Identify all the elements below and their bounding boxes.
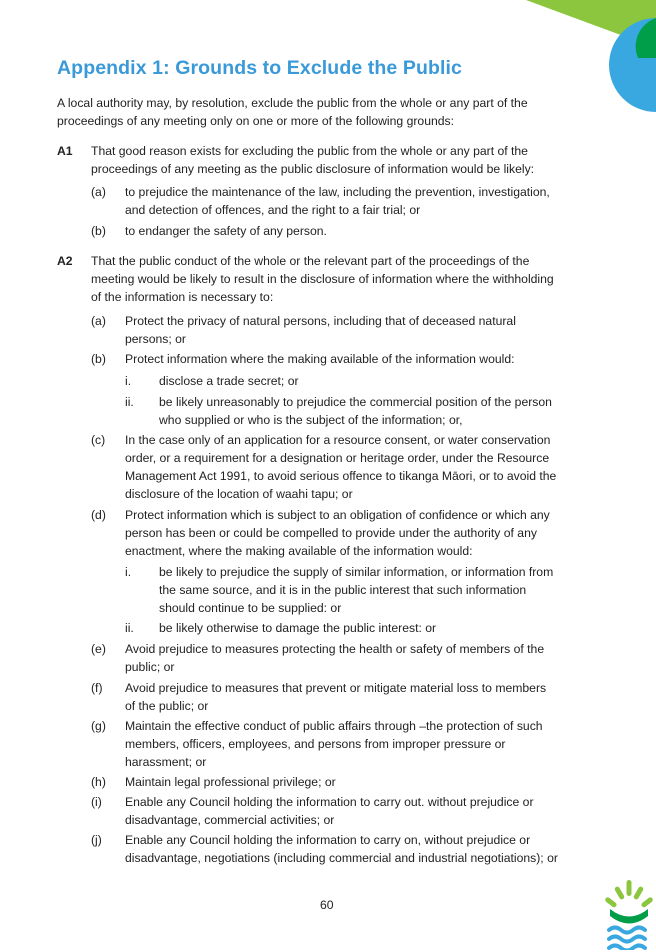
sublist-label: ii. bbox=[125, 395, 134, 409]
corner-decoration bbox=[526, 0, 656, 120]
list-label: (a) bbox=[91, 314, 106, 328]
list-item-line: of the public; or bbox=[125, 699, 209, 713]
a2-text-line: meeting would be likely to result in the disclosure of information where the withholding bbox=[91, 272, 554, 286]
a1-number: A1 bbox=[57, 144, 73, 158]
list-label: (b) bbox=[91, 224, 106, 238]
sublist-item-line: should continue to be supplied: or bbox=[159, 601, 342, 615]
list-label: (h) bbox=[91, 775, 106, 789]
list-item-line: Avoid prejudice to measures that prevent or mitigate material loss to members bbox=[125, 681, 547, 695]
list-item-line: enactment, where the making available of the information would: bbox=[125, 544, 473, 558]
list-item-line: In the case only of an application for a resource consent, or water conservation bbox=[125, 433, 551, 447]
list-item-line: Protect the privacy of natural persons, including that of deceased natural bbox=[125, 314, 516, 328]
list-item-line: public; or bbox=[125, 660, 175, 674]
sublist-item-line: be likely unreasonably to prejudice the commercial position of the person bbox=[159, 395, 552, 409]
list-item-line: Maintain the effective conduct of public affairs through –the protection of such bbox=[125, 719, 543, 733]
a2-number: A2 bbox=[57, 254, 73, 268]
list-item-line: disadvantage, commercial activities; or bbox=[125, 813, 335, 827]
list-item-line: persons; or bbox=[125, 332, 186, 346]
list-item-line: and detection of offences, and the right to a fair trial; or bbox=[125, 203, 421, 217]
list-item-line: disclosure of the location of waahi tapu; or bbox=[125, 487, 353, 501]
list-item-line: order, or a requirement for a designation or heritage order, under the Resource bbox=[125, 451, 550, 465]
sublist-label: i. bbox=[125, 374, 132, 388]
list-item-line: disadvantage, negotiations (including commercial and industrial negotiations); or bbox=[125, 851, 558, 865]
list-label: (b) bbox=[91, 352, 106, 366]
list-label: (f) bbox=[91, 681, 103, 695]
sublist-item-line: disclose a trade secret; or bbox=[159, 374, 299, 388]
list-item-line: harassment; or bbox=[125, 755, 207, 769]
council-logo-icon bbox=[604, 878, 654, 950]
list-item-line: person has been or could be compelled to provide under the authority of any bbox=[125, 526, 537, 540]
a1-text-line: That good reason exists for excluding the public from the whole or any part of the bbox=[91, 144, 528, 158]
list-label: (j) bbox=[91, 833, 102, 847]
list-item-line: members, officers, employees, and persons from improper pressure or bbox=[125, 737, 506, 751]
list-label: (a) bbox=[91, 185, 106, 199]
sublist-item-line: who supplied or who is the subject of the information; or, bbox=[159, 413, 463, 427]
list-item-line: Enable any Council holding the information to carry on, without prejudice or bbox=[125, 833, 531, 847]
a2-text-line: That the public conduct of the whole or the relevant part of the proceedings of the bbox=[91, 254, 530, 268]
list-label: (d) bbox=[91, 508, 106, 522]
list-item-line: to endanger the safety of any person. bbox=[125, 224, 327, 238]
list-label: (i) bbox=[91, 795, 102, 809]
page-title: Appendix 1: Grounds to Exclude the Public bbox=[57, 57, 462, 79]
sublist-item-line: be likely otherwise to damage the public interest: or bbox=[159, 621, 437, 635]
list-item-line: Management Act 1991, to avoid serious offence to tikanga Māori, or to avoid the bbox=[125, 469, 557, 483]
list-label: (e) bbox=[91, 642, 106, 656]
a2-text-line: of the information is necessary to: bbox=[91, 290, 274, 304]
intro-line-1: A local authority may, by resolution, exclude the public from the whole or any part of the bbox=[57, 96, 528, 110]
page-number: 60 bbox=[320, 898, 334, 912]
list-item-line: Avoid prejudice to measures protecting the health or safety of members of the bbox=[125, 642, 545, 656]
sublist-label: i. bbox=[125, 565, 132, 579]
list-item-line: Maintain legal professional privilege; or bbox=[125, 775, 336, 789]
list-item-line: to prejudice the maintenance of the law, including the prevention, investigation, bbox=[125, 185, 550, 199]
sublist-label: ii. bbox=[125, 621, 134, 635]
list-item-line: Protect information where the making available of the information would: bbox=[125, 352, 515, 366]
a1-text-line: proceedings of any meeting as the public disclosure of information would be likely: bbox=[91, 162, 535, 176]
list-label: (g) bbox=[91, 719, 106, 733]
intro-line-2: proceedings of any meeting only on one or more of the following grounds: bbox=[57, 114, 455, 128]
list-label: (c) bbox=[91, 433, 106, 447]
list-item-line: Enable any Council holding the information to carry out. without prejudice or bbox=[125, 795, 534, 809]
sublist-item-line: the same source, and it is in the public interest that such information bbox=[159, 583, 527, 597]
list-item-line: Protect information which is subject to an obligation of confidence or which any bbox=[125, 508, 550, 522]
sublist-item-line: be likely to prejudice the supply of similar information, or information from bbox=[159, 565, 554, 579]
